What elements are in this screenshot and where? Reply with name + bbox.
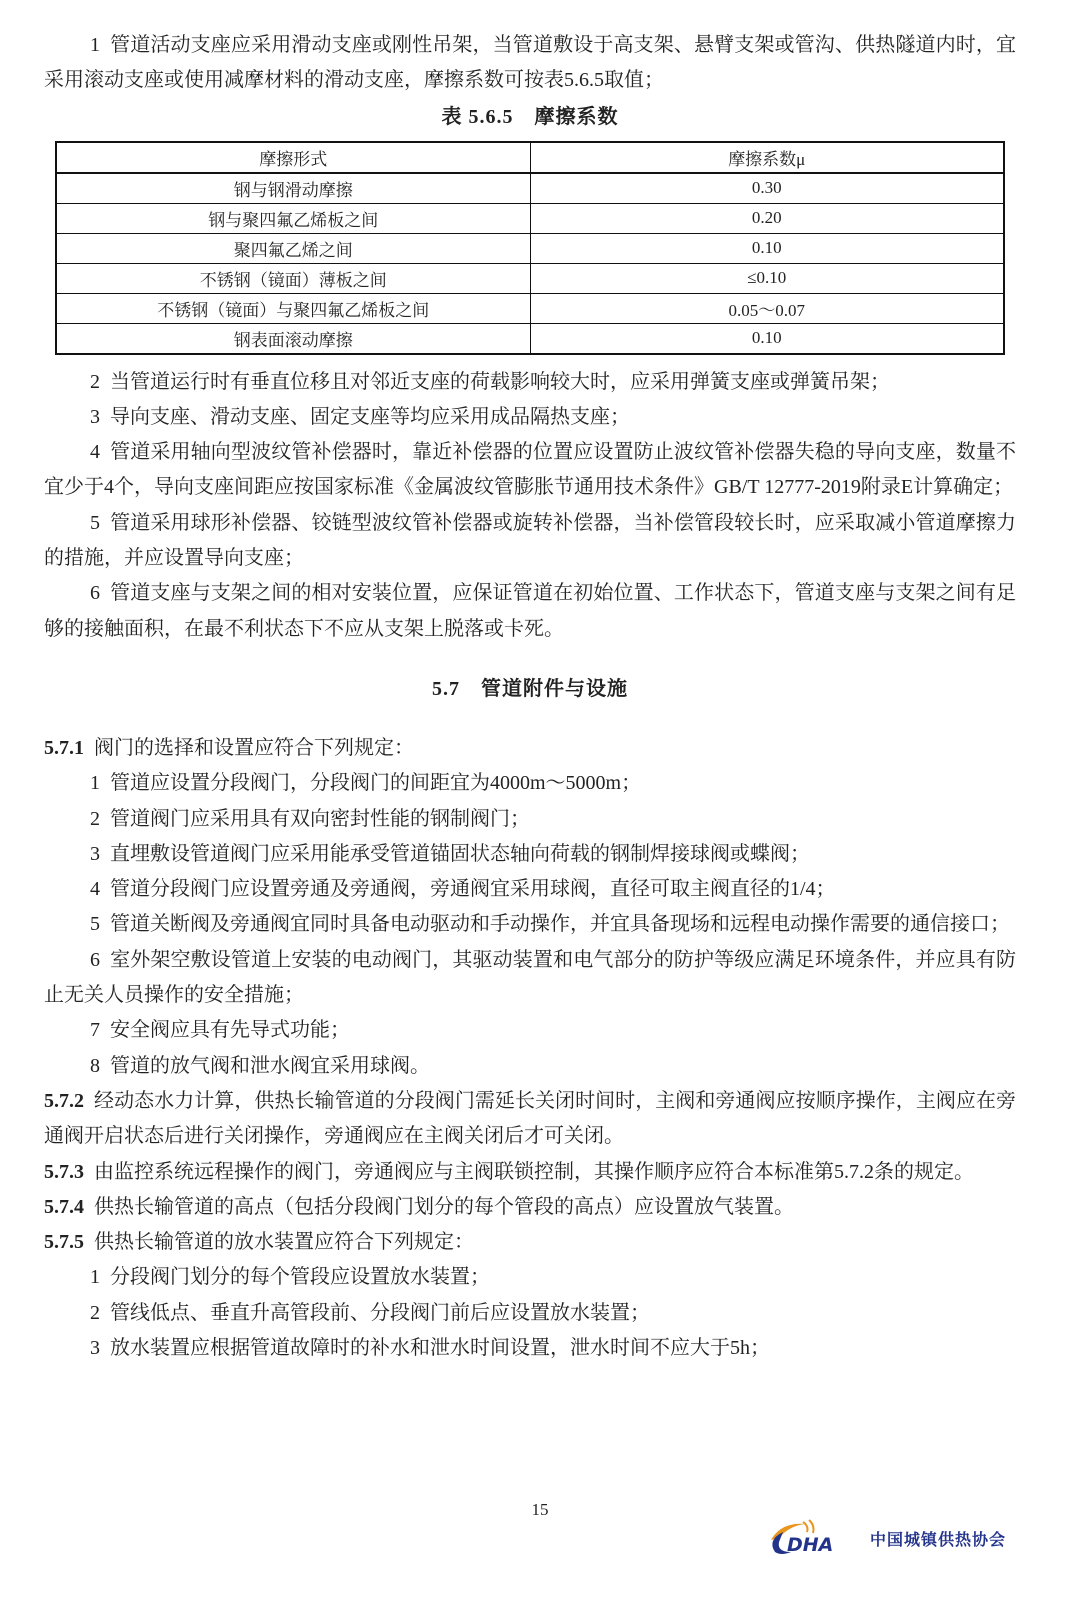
list-item bbox=[44, 1049, 1016, 1084]
friction-type-cell: 聚四氟乙烯之间 bbox=[56, 233, 530, 263]
svg-text:DHA: DHA bbox=[787, 1534, 834, 1556]
item-text: 管线低点、垂直升高管段前、分段阀门前后应设置放水装置； bbox=[110, 1301, 650, 1324]
table-title: 表 5.6.5 摩擦系数 bbox=[441, 105, 619, 128]
list-item bbox=[44, 872, 1016, 907]
item-text: 由监控系统远程操作的阀门，旁通阀应与主阀联锁控制，其操作顺序应符合本标准第5.7.2条的规定。 bbox=[94, 1160, 974, 1183]
list-item bbox=[44, 1260, 1016, 1295]
list-item bbox=[44, 1331, 1016, 1366]
item-number: 5.7.2 bbox=[44, 1089, 84, 1112]
item-number: 3 bbox=[90, 405, 100, 428]
header-friction-coefficient: 摩擦系数μ bbox=[530, 142, 1004, 173]
table-row bbox=[56, 293, 1004, 323]
table-row bbox=[56, 173, 1004, 204]
item-text: 导向支座、滑动支座、固定支座等均应采用成品隔热支座； bbox=[110, 405, 630, 428]
item-text: 管道阀门应采用具有双向密封性能的钢制阀门； bbox=[110, 807, 530, 830]
friction-type-cell: 钢表面滚动摩擦 bbox=[56, 323, 530, 354]
coefficient-cell: 0.10 bbox=[530, 323, 1004, 354]
item-text: 当管道运行时有垂直位移且对邻近支座的荷载影响较大时，应采用弹簧支座或弹簧吊架； bbox=[110, 370, 890, 393]
friction-type-cell: 钢与聚四氟乙烯板之间 bbox=[56, 203, 530, 233]
item-number: 5.7.1 bbox=[44, 736, 84, 759]
list-item bbox=[44, 1296, 1016, 1331]
cdha-logo-mark bbox=[765, 1518, 860, 1558]
item-number: 5 bbox=[90, 913, 100, 936]
clause bbox=[44, 731, 1016, 766]
item-number: 4 bbox=[90, 441, 100, 464]
item-text: 管道采用球形补偿器、铰链型波纹管补偿器或旋转补偿器，当补偿管段较长时，应采取减小管道摩擦力的措施，并应设置导向支座； bbox=[44, 511, 1016, 570]
item-text: 管道应设置分段阀门，分段阀门的间距宜为4000m～5000m； bbox=[110, 772, 642, 795]
org-name: 中国城镇供热协会 bbox=[870, 1529, 1007, 1549]
list-item bbox=[44, 837, 1016, 872]
item-text: 安全阀应具有先导式功能； bbox=[110, 1019, 350, 1042]
table-header-row bbox=[56, 142, 1004, 173]
coefficient-cell: 0.05～0.07 bbox=[530, 293, 1004, 323]
item-number: 2 bbox=[90, 370, 100, 393]
item-text: 直埋敷设管道阀门应采用能承受管道锚固状态轴向荷载的钢制焊接球阀或蝶阀； bbox=[110, 842, 810, 865]
item-number: 3 bbox=[90, 842, 100, 865]
coefficient-cell: 0.20 bbox=[530, 203, 1004, 233]
list-item bbox=[44, 365, 1016, 400]
item-text: 放水装置应根据管道故障时的补水和泄水时间设置，泄水时间不应大于5h； bbox=[110, 1337, 770, 1360]
item-number: 1 bbox=[90, 1266, 100, 1289]
table-row bbox=[56, 323, 1004, 354]
item-text: 管道分段阀门应设置旁通及旁通阀，旁通阀宜采用球阀，直径可取主阀直径的1/4； bbox=[110, 878, 836, 901]
list-item bbox=[44, 400, 1016, 435]
item-number: 8 bbox=[90, 1054, 100, 1077]
table-row bbox=[56, 263, 1004, 293]
list-item bbox=[44, 506, 1016, 577]
item-number: 5.7.3 bbox=[44, 1160, 84, 1183]
item-1: 1 管道活动支座应采用滑动支座或刚性吊架，当管道敷设于高支架、悬臂支架或管沟、供热隧道内时，宜采用滚动支座或使用减摩材料的滑动支座，摩擦系数可按表5.6.5取值； bbox=[44, 34, 1016, 92]
header-friction-type: 摩擦形式 bbox=[56, 142, 530, 173]
item-number: 1 bbox=[90, 772, 100, 795]
item-number: 5.7.5 bbox=[44, 1231, 84, 1254]
document-page bbox=[44, 28, 1016, 1366]
friction-type-cell: 钢与钢滑动摩擦 bbox=[56, 173, 530, 204]
list-item bbox=[44, 907, 1016, 942]
item-text: 阀门的选择和设置应符合下列规定： bbox=[94, 736, 414, 759]
coefficient-cell: 0.30 bbox=[530, 173, 1004, 204]
list-item bbox=[44, 766, 1016, 801]
item-text: 管道关断阀及旁通阀宜同时具备电动驱动和手动操作，并宜具备现场和远程电动操作需要的通信接口； bbox=[110, 913, 1010, 936]
list-item bbox=[44, 943, 1016, 1014]
list-item bbox=[44, 802, 1016, 837]
item-number: 6 bbox=[90, 948, 100, 971]
item-text: 管道采用轴向型波纹管补偿器时，靠近补偿器的位置应设置防止波纹管补偿器失稳的导向支座，数量不宜少于4个，导向支座间距应按国家标准《金属波纹管膨胀节通用技术条件》GB/T 12777-2019附录E计算确定； bbox=[44, 441, 1016, 499]
list-item bbox=[44, 1013, 1016, 1048]
clause bbox=[44, 1190, 1016, 1225]
coefficient-cell: ≤0.10 bbox=[530, 263, 1004, 293]
coefficient-cell: 0.10 bbox=[530, 233, 1004, 263]
item-number: 4 bbox=[90, 878, 100, 901]
item-number: 6 bbox=[90, 582, 100, 605]
clause bbox=[44, 1084, 1016, 1155]
item-text: 供热长输管道的放水装置应符合下列规定： bbox=[94, 1231, 474, 1254]
item-text: 经动态水力计算，供热长输管道的分段阀门需延长关闭时间时，主阀和旁通阀应按顺序操作，主阀应在旁通阀开启状态后进行关闭操作，旁通阀应在主阀关闭后才可关闭。 bbox=[44, 1089, 1016, 1148]
section-heading: 5.7 管道附件与设施 bbox=[432, 677, 628, 700]
item-text: 室外架空敷设管道上安装的电动阀门，其驱动装置和电气部分的防护等级应满足环境条件，并应具有防止无关人员操作的安全措施； bbox=[44, 948, 1016, 1007]
item-number: 2 bbox=[90, 807, 100, 830]
item-text: 分段阀门划分的每个管段应设置放水装置； bbox=[110, 1266, 490, 1289]
friction-type-cell: 不锈钢（镜面）薄板之间 bbox=[56, 263, 530, 293]
list-item bbox=[44, 576, 1016, 647]
friction-table bbox=[55, 141, 1005, 355]
list-item bbox=[44, 435, 1016, 506]
friction-type-cell: 不锈钢（镜面）与聚四氟乙烯板之间 bbox=[56, 293, 530, 323]
item-text: 管道的放气阀和泄水阀宜采用球阀。 bbox=[110, 1054, 430, 1077]
table-row bbox=[56, 203, 1004, 233]
item-number: 5 bbox=[90, 511, 100, 534]
page-number: 15 bbox=[531, 1500, 549, 1519]
cdha-logo bbox=[765, 1518, 1006, 1558]
item-number: 5.7.4 bbox=[44, 1195, 84, 1218]
item-number: 3 bbox=[90, 1337, 100, 1360]
item-number: 7 bbox=[90, 1019, 100, 1042]
item-text: 供热长输管道的高点（包括分段阀门划分的每个管段的高点）应设置放气装置。 bbox=[94, 1195, 794, 1218]
clause bbox=[44, 1225, 1016, 1260]
item-number: 2 bbox=[90, 1301, 100, 1324]
item-text: 管道支座与支架之间的相对安装位置，应保证管道在初始位置、工作状态下，管道支座与支架之间有足够的接触面积，在最不利状态下不应从支架上脱落或卡死。 bbox=[44, 582, 1016, 640]
table-row bbox=[56, 233, 1004, 263]
clause bbox=[44, 1155, 1016, 1190]
